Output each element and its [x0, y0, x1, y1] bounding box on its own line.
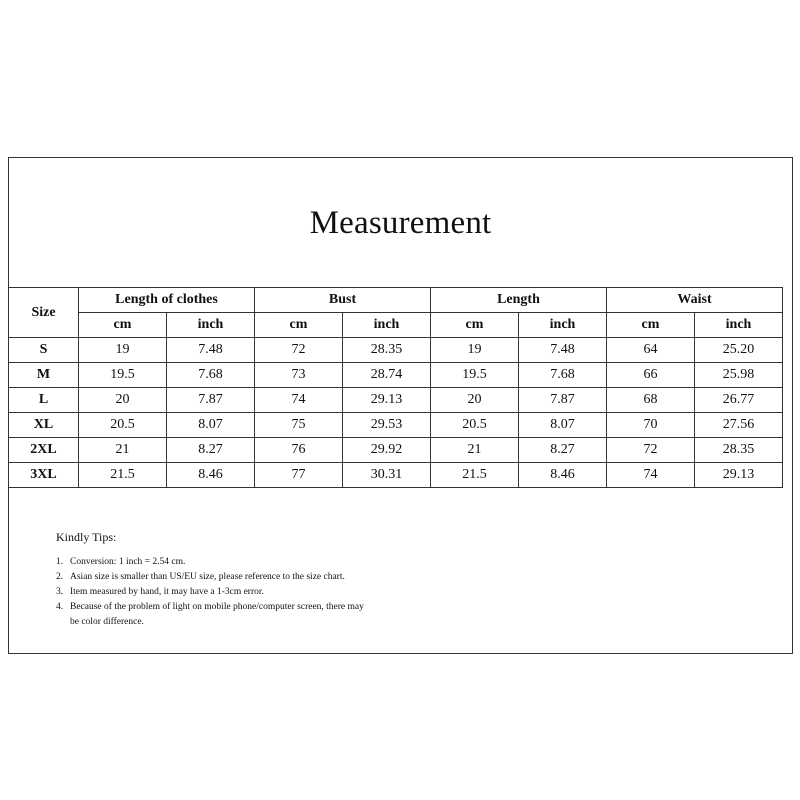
value-cell: 7.68: [519, 363, 607, 388]
value-cell: 72: [607, 438, 695, 463]
value-cell: 21: [79, 438, 167, 463]
value-cell: 7.68: [167, 363, 255, 388]
value-cell: 73: [255, 363, 343, 388]
value-cell: 30.31: [343, 463, 431, 488]
unit-header-inch: inch: [519, 313, 607, 338]
value-cell: 19.5: [431, 363, 519, 388]
page-title: Measurement: [309, 205, 492, 241]
table-row: [9, 388, 783, 413]
value-cell: 66: [607, 363, 695, 388]
value-cell: 75: [255, 413, 343, 438]
value-cell: 20: [79, 388, 167, 413]
value-cell: 74: [607, 463, 695, 488]
value-cell: 68: [607, 388, 695, 413]
value-cell: 7.87: [167, 388, 255, 413]
value-cell: 77: [255, 463, 343, 488]
value-cell: 28.35: [695, 438, 783, 463]
table-row: [9, 363, 783, 388]
value-cell: 76: [255, 438, 343, 463]
value-cell: 72: [255, 338, 343, 363]
table-group-header-row: [9, 288, 783, 313]
tip-item: [56, 570, 370, 585]
value-cell: 74: [255, 388, 343, 413]
value-cell: 21: [431, 438, 519, 463]
tip-item: [56, 600, 370, 630]
value-cell: 8.07: [519, 413, 607, 438]
tip-number: 4.: [56, 602, 64, 612]
value-cell: 28.74: [343, 363, 431, 388]
unit-header-cm: cm: [431, 313, 519, 338]
tip-text: Conversion: 1 inch = 2.54 cm.: [70, 557, 186, 567]
size-cell: 2XL: [9, 438, 79, 463]
tip-number: 3.: [56, 587, 64, 597]
size-cell: L: [9, 388, 79, 413]
unit-header-cm: cm: [255, 313, 343, 338]
tip-item: [56, 585, 370, 600]
size-cell: XL: [9, 413, 79, 438]
value-cell: 8.46: [519, 463, 607, 488]
tips-title: Kindly Tips:: [56, 530, 117, 544]
tip-text: Item measured by hand, it may have a 1-3cm error.: [70, 587, 264, 597]
value-cell: 25.98: [695, 363, 783, 388]
value-cell: 8.46: [167, 463, 255, 488]
table-row: [9, 438, 783, 463]
value-cell: 20.5: [79, 413, 167, 438]
table-unit-header-row: [9, 313, 783, 338]
table-row: [9, 413, 783, 438]
value-cell: 28.35: [343, 338, 431, 363]
value-cell: 27.56: [695, 413, 783, 438]
size-table-body: [9, 288, 783, 488]
value-cell: 8.27: [167, 438, 255, 463]
table-row: [9, 338, 783, 363]
value-cell: 7.48: [519, 338, 607, 363]
value-cell: 26.77: [695, 388, 783, 413]
unit-header-inch: inch: [343, 313, 431, 338]
group-header-waist: Waist: [607, 288, 783, 313]
value-cell: 29.92: [343, 438, 431, 463]
value-cell: 19.5: [79, 363, 167, 388]
value-cell: 7.87: [519, 388, 607, 413]
value-cell: 21.5: [431, 463, 519, 488]
unit-header-cm: cm: [607, 313, 695, 338]
tip-item: [56, 555, 370, 570]
value-cell: 19: [79, 338, 167, 363]
value-cell: 64: [607, 338, 695, 363]
value-cell: 70: [607, 413, 695, 438]
size-cell: M: [9, 363, 79, 388]
value-cell: 19: [431, 338, 519, 363]
value-cell: 8.27: [519, 438, 607, 463]
size-table: [8, 287, 783, 488]
tip-text: Asian size is smaller than US/EU size, please reference to the size chart.: [70, 572, 345, 582]
value-cell: 21.5: [79, 463, 167, 488]
unit-header-cm: cm: [79, 313, 167, 338]
table-row: [9, 463, 783, 488]
value-cell: 29.13: [343, 388, 431, 413]
group-header-length: Length: [431, 288, 607, 313]
size-cell: S: [9, 338, 79, 363]
group-header-bust: Bust: [255, 288, 431, 313]
size-cell: 3XL: [9, 463, 79, 488]
unit-header-inch: inch: [695, 313, 783, 338]
value-cell: 25.20: [695, 338, 783, 363]
value-cell: 20.5: [431, 413, 519, 438]
tips-list: [56, 555, 370, 630]
size-column-header: Size: [9, 288, 79, 338]
tip-number: 2.: [56, 572, 64, 582]
value-cell: 8.07: [167, 413, 255, 438]
value-cell: 29.53: [343, 413, 431, 438]
value-cell: 7.48: [167, 338, 255, 363]
tip-number: 1.: [56, 557, 64, 567]
kindly-tips: [56, 530, 370, 630]
value-cell: 20: [431, 388, 519, 413]
unit-header-inch: inch: [167, 313, 255, 338]
value-cell: 29.13: [695, 463, 783, 488]
tip-text: Because of the problem of light on mobile phone/computer screen, there may be color difference.: [70, 602, 364, 627]
group-header-length-of-clothes: Length of clothes: [79, 288, 255, 313]
size-chart-frame: [8, 157, 793, 654]
